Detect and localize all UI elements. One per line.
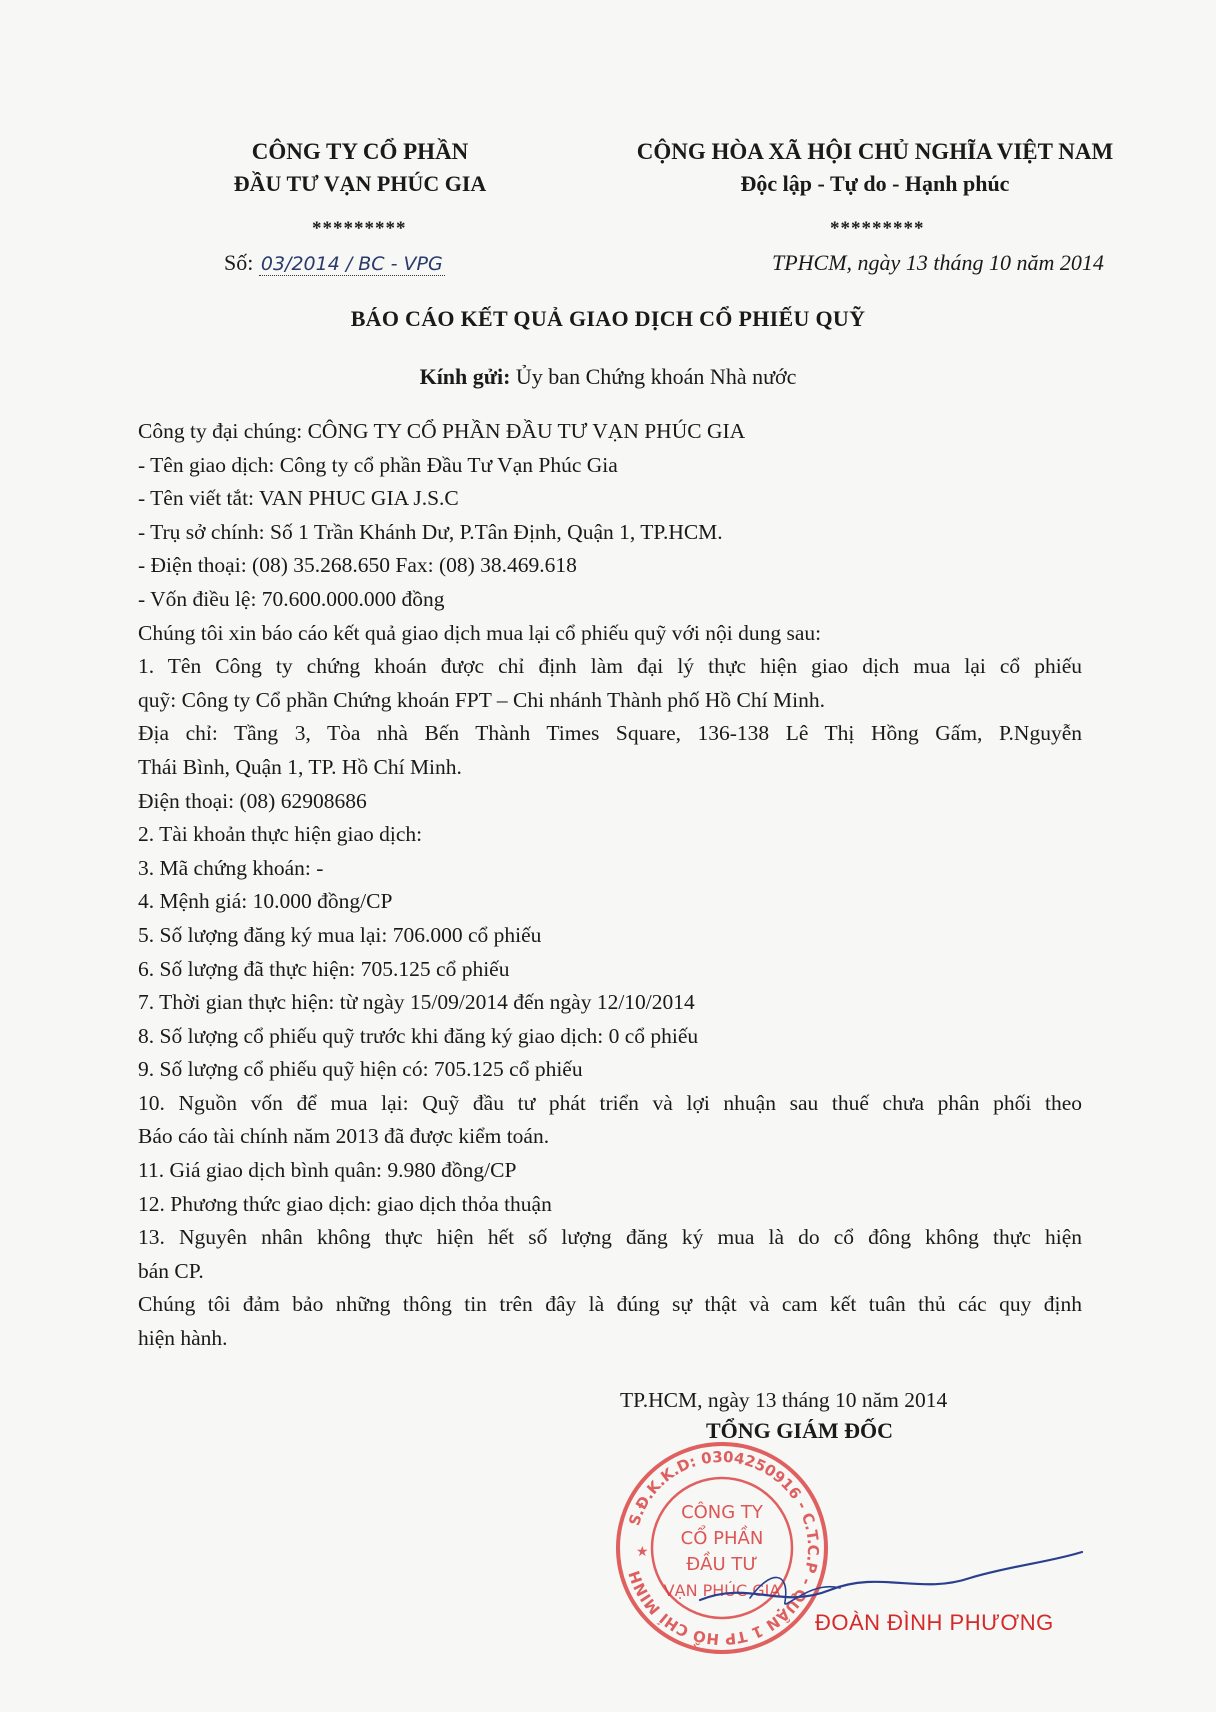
- body-line: Địa chỉ: Tầng 3, Tòa nhà Bến Thành Times Square, 136-138 Lê Thị Hồng Gấm, P.Nguyễn: [138, 721, 1082, 746]
- recipient-value: Ủy ban Chứng khoán Nhà nước: [510, 364, 797, 389]
- body-line: - Tên viết tắt: VAN PHUC GIA J.S.C: [138, 486, 459, 511]
- body-line: 5. Số lượng đăng ký mua lại: 706.000 cổ phiếu: [138, 922, 542, 947]
- national-title: CỘNG HÒA XÃ HỘI CHỦ NGHĨA VIỆT NAM: [636, 139, 1114, 164]
- body-line: Thái Bình, Quận 1, TP. Hồ Chí Minh.: [138, 754, 462, 779]
- body-line: 3. Mã chứng khoán: -: [138, 855, 324, 880]
- stamp-ring-text: S.Đ.K.K.D: 0304250916 - C.T.C.P - QUẬN 1 TP HỒ CHÍ MINH: [625, 1447, 823, 1649]
- body-line: 4. Mệnh giá: 10.000 đồng/CP: [138, 889, 393, 914]
- stamp-center-line3: ĐẦU TƯ: [686, 1554, 758, 1575]
- company-header: [190, 136, 530, 200]
- body-line: bán CP.: [138, 1258, 204, 1283]
- recipient-line: [0, 364, 1216, 390]
- handwritten-signature: [690, 1540, 1090, 1620]
- signer-title: TỔNG GIÁM ĐỐC: [706, 1418, 893, 1443]
- body-line: 12. Phương thức giao dịch: giao dịch thỏa thuận: [138, 1191, 552, 1216]
- body-line: - Vốn điều lệ: 70.600.000.000 đồng: [138, 586, 445, 611]
- body-line: - Trụ sở chính: Số 1 Trần Khánh Dư, P.Tân Định, Quận 1, TP.HCM.: [138, 519, 723, 544]
- body-line: 1. Tên Công ty chứng khoán được chỉ định làm đại lý thực hiện giao dịch mua lại cổ phiếu: [138, 654, 1082, 679]
- stamp-center-line4: VẠN PHÚC GIA: [663, 1581, 781, 1600]
- place-and-date: TPHCM, ngày 13 tháng 10 năm 2014: [772, 250, 1104, 275]
- body-line: 9. Số lượng cổ phiếu quỹ hiện có: 705.125 cổ phiếu: [138, 1057, 583, 1082]
- body-line: Chúng tôi đảm bảo những thông tin trên đây là đúng sự thật và cam kết tuân thủ các quy định: [138, 1292, 1082, 1317]
- document-number: [224, 250, 445, 276]
- body-line: hiện hành.: [138, 1326, 228, 1351]
- body-line: - Điện thoại: (08) 35.268.650 Fax: (08) 38.469.618: [138, 553, 577, 578]
- document-number-label: Số:: [224, 250, 259, 275]
- body-line: 8. Số lượng cổ phiếu quỹ trước khi đăng ký giao dịch: 0 cổ phiếu: [138, 1023, 699, 1048]
- body-line: Công ty đại chúng: CÔNG TY CỔ PHẦN ĐẦU TƯ VẠN PHÚC GIA: [138, 419, 746, 443]
- recipient-label: Kính gửi:: [419, 364, 511, 389]
- company-name-line2: ĐẦU TƯ VẠN PHÚC GIA: [233, 171, 487, 196]
- signature-date: TP.HCM, ngày 13 tháng 10 năm 2014: [620, 1388, 948, 1412]
- body-line: 7. Thời gian thực hiện: từ ngày 15/09/2014 đến ngày 12/10/2014: [138, 990, 695, 1015]
- body-line: Điện thoại: (08) 62908686: [138, 788, 367, 813]
- body-line: 10. Nguồn vốn để mua lại: Quỹ đầu tư phát triển và lợi nhuận sau thuế chưa phân phối theo: [138, 1090, 1082, 1115]
- stars-divider-left: *********: [312, 218, 407, 239]
- report-body: [138, 415, 1082, 1356]
- stars-divider-right: *********: [830, 218, 925, 239]
- national-header: [600, 136, 1150, 200]
- body-line: Báo cáo tài chính năm 2013 đã được kiểm toán.: [138, 1124, 550, 1149]
- company-name-line1: CÔNG TY CỔ PHẦN: [251, 139, 469, 164]
- stamp-center-line2: CỔ PHẦN: [680, 1528, 764, 1549]
- document-number-value: 03/2014 / BC - VPG: [260, 253, 443, 275]
- document-title: BÁO CÁO KẾT QUẢ GIAO DỊCH CỔ PHIẾU QUỸ: [350, 306, 866, 331]
- stamp-star-icon: ★: [636, 1544, 649, 1560]
- national-motto: Độc lập - Tự do - Hạnh phúc: [740, 171, 1010, 196]
- body-line: 6. Số lượng đã thực hiện: 705.125 cổ phiếu: [138, 956, 510, 981]
- body-line: 13. Nguyên nhân không thực hiện hết số lượng đăng ký mua là do cổ đông không thực hiện: [138, 1225, 1082, 1250]
- body-line: 11. Giá giao dịch bình quân: 9.980 đồng/CP: [138, 1158, 517, 1183]
- body-line: quỹ: Công ty Cổ phần Chứng khoán FPT – Chi nhánh Thành phố Hồ Chí Minh.: [138, 687, 825, 712]
- stamp-center-line1: CÔNG TY: [681, 1502, 763, 1523]
- body-line: - Tên giao dịch: Công ty cổ phần Đầu Tư Vạn Phúc Gia: [138, 452, 618, 477]
- body-line: 2. Tài khoản thực hiện giao dịch:: [138, 822, 423, 847]
- body-line: Chúng tôi xin báo cáo kết quả giao dịch mua lại cổ phiếu quỹ với nội dung sau:: [138, 620, 822, 645]
- signer-name: ĐOÀN ĐÌNH PHƯƠNG: [815, 1610, 1054, 1635]
